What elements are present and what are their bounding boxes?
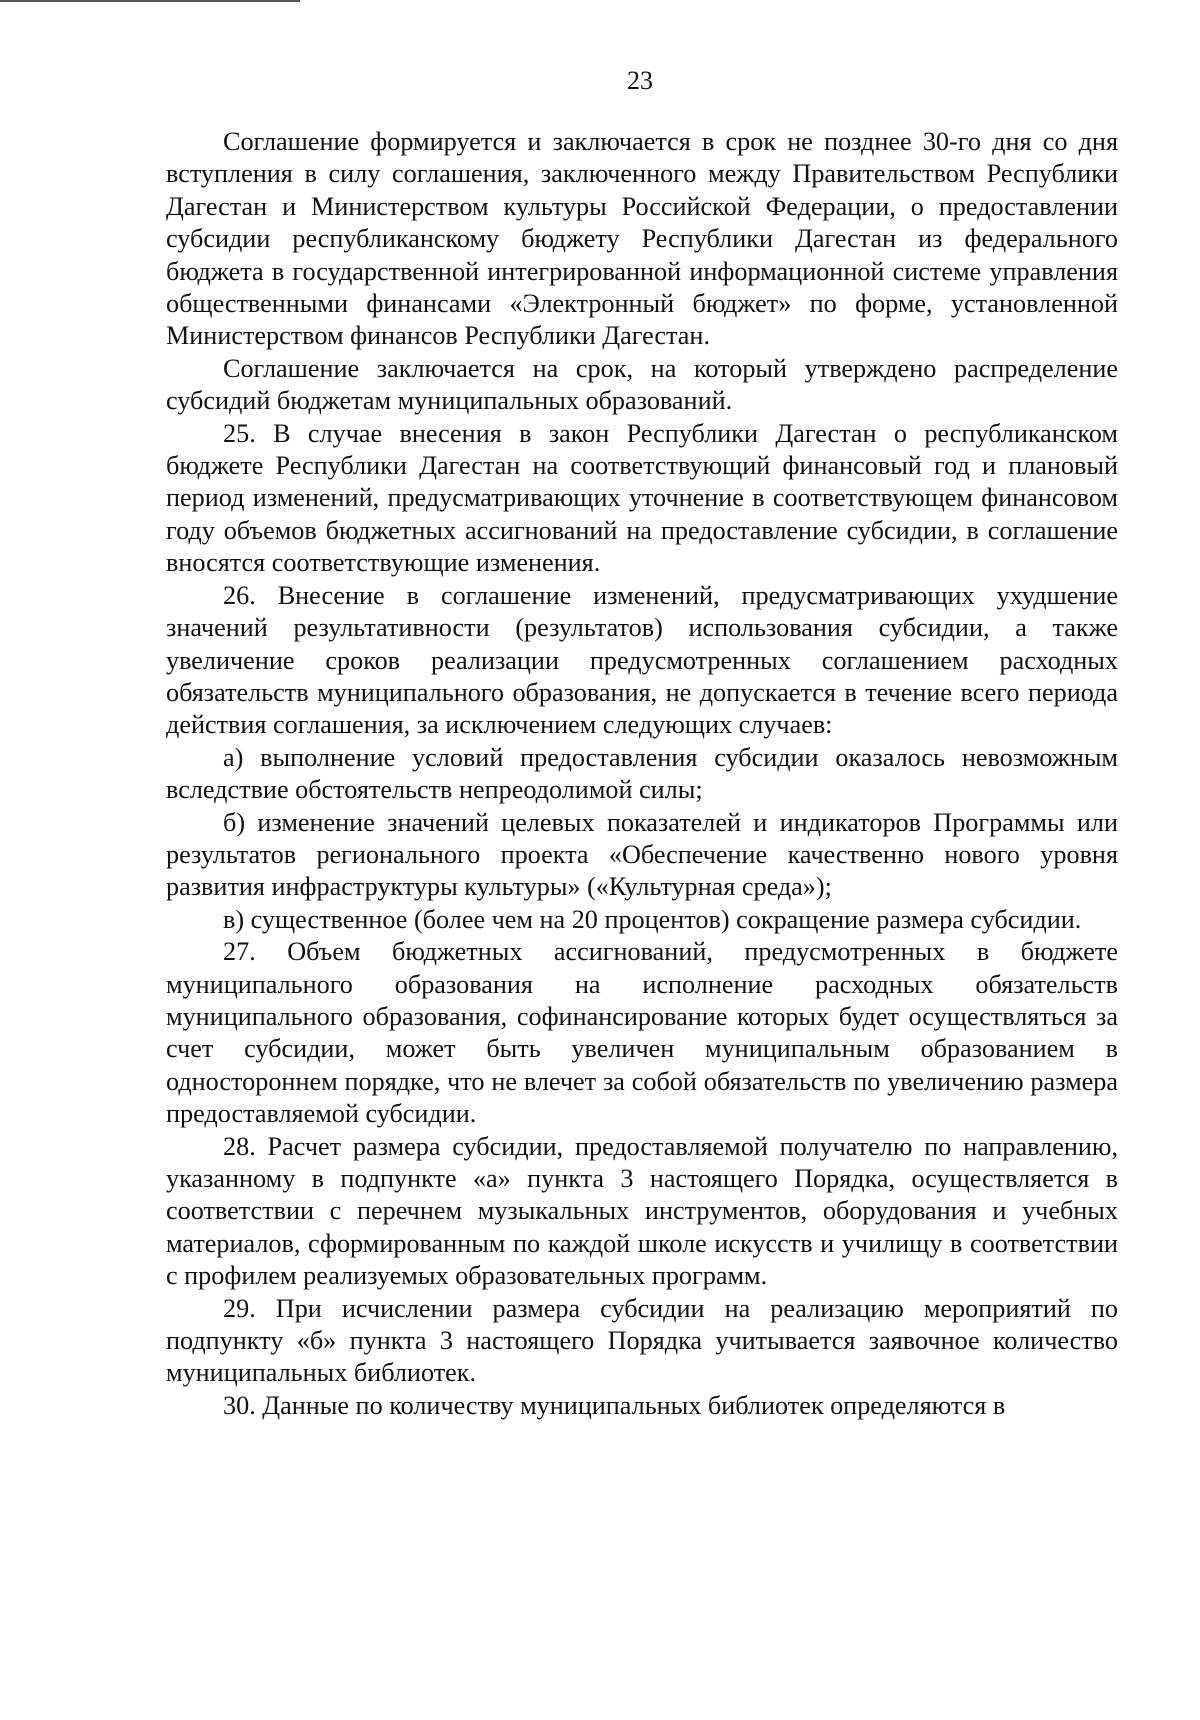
paragraph-item-29: 29. При исчислении размера субсидии на реализацию мероприятий по подпункту «б» пункта 3 настоящего Порядка учитывается заявочное количество муниципальных библиотек. bbox=[166, 1293, 1118, 1388]
paragraph-item-30: 30. Данные по количеству муниципальных библиотек определяются в bbox=[223, 1390, 1006, 1420]
paragraph-subitem-a: а) выполнение условий предоставления субсидии оказалось невозможным вследствие обстоятельств непреодолимой силы; bbox=[166, 742, 1118, 805]
paragraph-item-27: 27. Объем бюджетных ассигнований, предусмотренных в бюджете муниципального образования на исполнение расходных обязательств муниципального образования, софинансирование которых будет осуществляться за счет субсидии, может быть увеличен муниципальным образованием в одностороннем порядке, что не влечет за собой обязательств по увеличению размера предоставляемой субсидии. bbox=[166, 937, 1118, 1129]
document-body bbox=[166, 126, 1118, 1422]
paragraph-agreement-formation: Соглашение формируется и заключается в срок не позднее 30-го дня со дня вступления в силу соглашения, заключенного между Правительством Республики Дагестан и Министерством культуры Российской Федерации, о предоставлении субсидии республиканскому бюджету Республики Дагестан из федерального бюджета в государственной интегрированной информационной системе управления общественными финансами «Электронный бюджет» по форме, установленной Министерством финансов Республики Дагестан. bbox=[166, 127, 1118, 351]
paragraph-item-25: 25. В случае внесения в закон Республики Дагестан о республиканском бюджете Республики Дагестан на соответствующий финансовый год и плановый период изменений, предусматривающих уточнение в соответствующем финансовом году объемов бюджетных ассигнований на предоставление субсидии, в соглашение вносятся соответствующие изменения. bbox=[166, 418, 1118, 578]
paragraph-item-26: 26. Внесение в соглашение изменений, предусматривающих ухудшение значений результативности (результатов) использования субсидии, а также увеличение сроков реализации предусмотренных соглашением расходных обязательств муниципального образования, не допускается в течение всего периода действия соглашения, за исключением следующих случаев: bbox=[166, 580, 1118, 740]
scan-edge-line bbox=[0, 0, 300, 2]
paragraph-item-28: 28. Расчет размера субсидии, предоставляемой получателю по направлению, указанному в подпункте «а» пункта 3 настоящего Порядка, осуществляется в соответствии с перечнем музыкальных инструментов, оборудования и учебных материалов, сформированным по каждой школе искусств и училищу в соответствии с профилем реализуемых образовательных программ. bbox=[166, 1131, 1118, 1291]
paragraph-agreement-term: Соглашение заключается на срок, на который утверждено распределение субсидий бюджетам муниципальных образований. bbox=[166, 353, 1118, 416]
page-number: 23 bbox=[627, 66, 653, 95]
paragraph-subitem-b: б) изменение значений целевых показателей и индикаторов Программы или результатов регионального проекта «Обеспечение качественно нового уровня развития инфраструктуры культуры» («Культурная среда»); bbox=[166, 807, 1118, 902]
paragraph-subitem-v: в) существенное (более чем на 20 процентов) сокращение размера субсидии. bbox=[223, 904, 1082, 934]
